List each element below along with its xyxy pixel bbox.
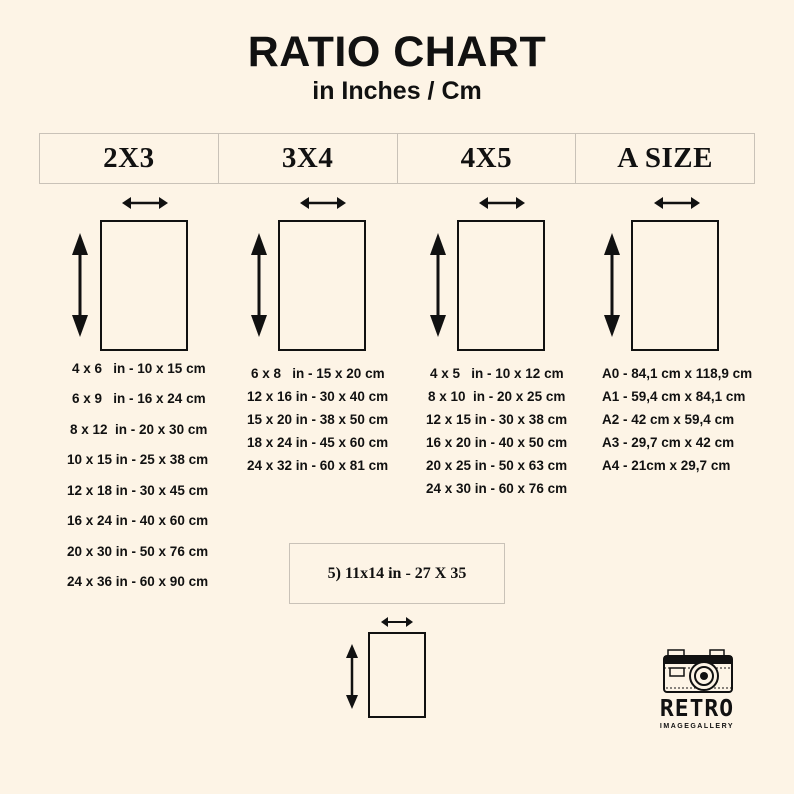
- logo-tagline: IMAGEGALLERY: [659, 723, 735, 730]
- list-item: A0 - 84,1 cm x 118,9 cm: [602, 366, 753, 381]
- list-item: 18 x 24 in - 45 x 60 cm: [247, 435, 389, 450]
- list-item: A3 - 29,7 cm x 42 cm: [602, 435, 735, 450]
- list-item: 24 x 32 in - 60 x 81 cm: [247, 458, 389, 473]
- logo-name: RETRO: [659, 696, 735, 722]
- size-list-a-size: [602, 366, 753, 473]
- width-arrow-icon: [381, 616, 413, 628]
- list-item: 12 x 15 in - 30 x 38 cm: [426, 412, 568, 427]
- width-arrow-icon: [300, 195, 346, 211]
- heading-3x4: 3X4: [219, 134, 398, 183]
- list-item: 20 x 30 in - 50 x 76 cm: [67, 544, 209, 559]
- width-arrow-icon: [654, 195, 700, 211]
- width-arrow-icon: [122, 195, 168, 211]
- list-item: 6 x 8 in - 15 x 20 cm: [251, 366, 385, 381]
- height-arrow-icon: [250, 233, 268, 337]
- size-list-4x5: [426, 366, 568, 496]
- list-item: 16 x 24 in - 40 x 60 cm: [67, 513, 209, 528]
- width-arrow-icon: [479, 195, 525, 211]
- list-item: 15 x 20 in - 38 x 50 cm: [247, 412, 389, 427]
- list-item: 10 x 15 in - 25 x 38 cm: [67, 452, 209, 467]
- height-arrow-icon: [429, 233, 447, 337]
- size-list-2x3: [67, 361, 209, 589]
- height-arrow-icon: [345, 644, 359, 709]
- list-item: 24 x 30 in - 60 x 76 cm: [426, 481, 568, 496]
- list-item: A2 - 42 cm x 59,4 cm: [602, 412, 735, 427]
- list-item: 12 x 16 in - 30 x 40 cm: [247, 389, 389, 404]
- heading-a-size: A SIZE: [617, 142, 713, 174]
- page-subtitle: in Inches / Cm: [312, 77, 482, 105]
- camera-icon: [662, 648, 734, 694]
- frame-a-size: [631, 220, 719, 351]
- list-item: A1 - 59,4 cm x 84,1 cm: [602, 389, 746, 404]
- list-item: 20 x 25 in - 50 x 63 cm: [426, 458, 568, 473]
- list-item: 4 x 6 in - 10 x 15 cm: [72, 361, 206, 376]
- heading-4x5: 4X5: [398, 134, 577, 183]
- list-item: 16 x 20 in - 40 x 50 cm: [426, 435, 568, 450]
- list-item: 6 x 9 in - 16 x 24 cm: [72, 391, 206, 406]
- frame-4x5: [457, 220, 545, 351]
- list-item: 12 x 18 in - 30 x 45 cm: [67, 483, 209, 498]
- list-item: 24 x 36 in - 60 x 90 cm: [67, 574, 209, 589]
- height-arrow-icon: [603, 233, 621, 337]
- frame-3x4: [278, 220, 366, 351]
- ratio-11x14-label: 5) 11x14 in - 27 X 35: [289, 543, 505, 604]
- page-title: RATIO CHART: [247, 28, 547, 76]
- frame-11x14: [368, 632, 426, 718]
- height-arrow-icon: [71, 233, 89, 337]
- heading-2x3: 2X3: [40, 134, 219, 183]
- ratio-header-row: [39, 133, 755, 184]
- size-list-3x4: [247, 366, 389, 473]
- list-item: 8 x 10 in - 20 x 25 cm: [428, 389, 566, 404]
- list-item: A4 - 21cm x 29,7 cm: [602, 458, 731, 473]
- list-item: 4 x 5 in - 10 x 12 cm: [430, 366, 564, 381]
- frame-2x3: [100, 220, 188, 351]
- list-item: 8 x 12 in - 20 x 30 cm: [70, 422, 208, 437]
